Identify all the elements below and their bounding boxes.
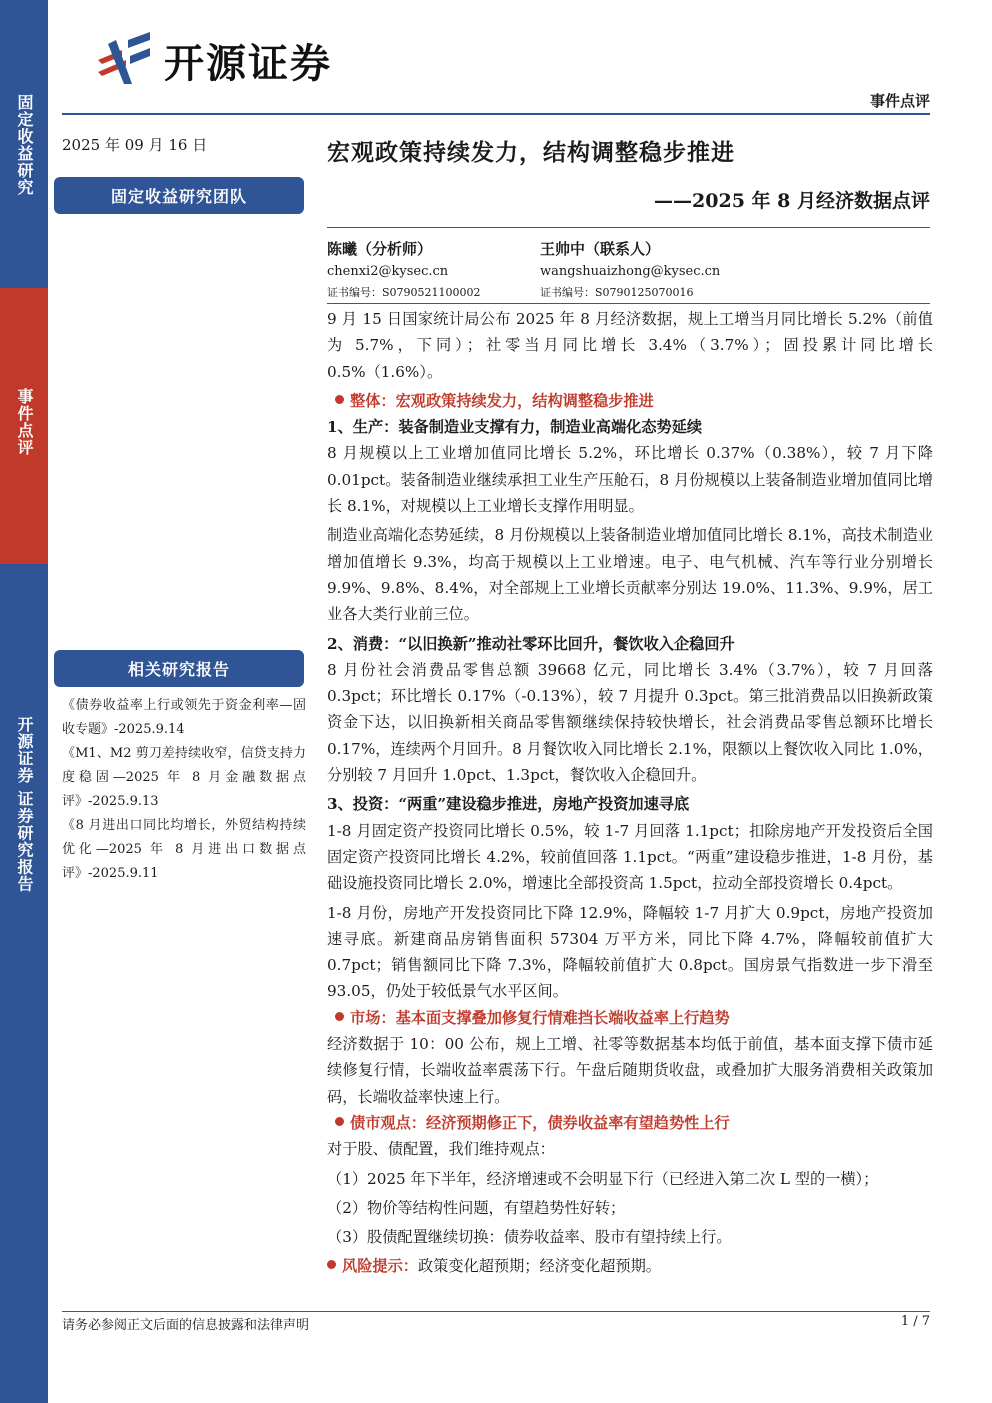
footer-disclaimer: 请务必参阅正文后面的信息披露和法律声明 (62, 1318, 310, 1333)
title-divider (327, 227, 930, 228)
author-email[interactable]: chenxi2@kysec.cn (327, 264, 449, 279)
related-reports-header: 相关研究报告 (54, 650, 304, 687)
bullet-text: 市场：基本面支撑叠加修复行情难挡长端收益率上行趋势 (350, 1008, 730, 1027)
bullet-text: 整体：宏观政策持续发力，结构调整稳步推进 (350, 391, 654, 410)
sidebar-report-type (0, 288, 48, 564)
section-heading-production: 1、生产：装备制造业支撑有力，制造业高端化态势延续 (327, 418, 703, 437)
author-card (327, 238, 547, 302)
related-reports-list (62, 694, 306, 886)
paragraph: 制造业高端化态势延续，8 月份规模以上装备制造业增加值同比增长 8.1%，高技术制造业增加值增长 9.3%，均高于规模以上工业增速。电子、电气机械、汽车等行业分别增长 9.9%、9.8%、8.4%，对全部规上工业增长贡献率分别达 19.0%、11.3%、9.9%，居工业各大类行业前三位。 (327, 526, 933, 624)
author-cert: 证书编号：S0790521100002 (327, 286, 481, 299)
section-heading-consumption: 2、消费：“以旧换新”推动社零环比回升，餐饮收入企稳回升 (327, 634, 735, 653)
bullet-text: 债市观点：经济预期修正下，债券收益率有望趋势性上行 (350, 1113, 730, 1132)
sidebar-category-label: 固定收益研究 (15, 94, 34, 196)
paragraph: 经济数据于 10：00 公布，规上工增、社零等数据基本均低于前值，基本面支撑下债市延续修复行情，长端收益率震荡下行。午盘后随期货收盘，或叠加扩大服务消费相关政策加码，长端收益率快速上行。 (327, 1035, 933, 1106)
list-item: （1）2025 年下半年，经济增速或不会明显下行（已经进入第二次 L 型的一横）； (327, 1169, 879, 1188)
bullet-text: 风险提示： (342, 1257, 418, 1276)
author-card (540, 238, 760, 302)
page-number: 1 / 7 (900, 1314, 930, 1329)
bullet-market (327, 1005, 933, 1031)
team-badge: 固定收益研究团队 (54, 177, 304, 214)
bullet-dot-icon (335, 395, 344, 404)
related-report-link[interactable]: 《债券收益率上行或领先于资金利率—固收专题》-2025.9.14 (62, 698, 306, 737)
bullet-bond-view (327, 1110, 933, 1136)
author-divider (327, 303, 930, 304)
report-type-tag: 事件点评 (869, 92, 930, 110)
report-body (327, 306, 933, 1280)
author-name: 陈曦（分析师） (327, 240, 433, 258)
bullet-risk (327, 1253, 933, 1279)
section-heading-investment: 3、投资：“两重”建设稳步推进，房地产投资加速寻底 (327, 795, 690, 814)
list-item: （3）股债配置继续切换：债券收益率、股市有望持续上行。 (327, 1228, 732, 1247)
paragraph: 1-8 月份，房地产开发投资同比下降 12.9%，降幅较 1-7 月扩大 0.9pct，房地产投资加速寻底。新建商品房销售面积 57304 万平方米，同比下降 4.7%，降幅较前值扩大 0.7pct；销售额同比下降 7.3%，降幅较前值扩大 0.8pct。国房景气指数进一步下滑至 93.05，仍处于较低景气水平区间。 (327, 903, 933, 1001)
sidebar-publisher (0, 716, 48, 936)
risk-text: 政策变化超预期；经济变化超预期。 (417, 1257, 661, 1276)
sidebar-publisher-label: 开源证券 证券研究报告 (15, 716, 34, 893)
sidebar-report-type-label: 事件点评 (15, 388, 34, 456)
author-name: 王帅中（联系人） (540, 240, 661, 258)
bullet-overall (327, 388, 933, 414)
bullet-dot-icon (335, 1012, 344, 1021)
paragraph: 1-8 月固定资产投资同比增长 0.5%，较 1-7 月回落 1.1pct；扣除房地产开发投资后全国固定资产投资同比增长 4.2%，较前值回落 1.1pct。“两重”建设稳步推进，1-8 月份，基础设施投资同比增长 2.0%，增速比全部投资高 1.5pct，拉动全部投资增长 0.4pct。 (327, 821, 933, 893)
header-divider (62, 113, 930, 115)
report-date: 2025 年 09 月 16 日 (62, 136, 208, 154)
logo-text: 开源证券 (164, 40, 332, 87)
sidebar-category (0, 94, 48, 284)
paragraph: 8 月规模以上工业增加值同比增长 5.2%，环比增长 0.37%（0.38%），较 7 月下降 0.01pct。装备制造业继续承担工业生产压舱石，8 月份规模以上装备制造业增加值同比增长 8.1%，对规模以上工业增长支撑作用明显。 (327, 444, 933, 516)
related-report-link[interactable]: 《8 月进出口同比均增长，外贸结构持续优化—2025 年 8 月进出口数据点评》-2025.9.11 (62, 818, 306, 881)
list-item: （2）物价等结构性问题，有望趋势性好转； (327, 1198, 626, 1217)
paragraph: 8 月份社会消费品零售总额 39668 亿元，同比增长 3.4%（3.7%），较 7 月回落 0.3pct；环比增长 0.17%（-0.13%），较 7 月提升 0.3pct。第三批消费品以旧换新政策资金下达，以旧换新相关商品零售额继续保持较快增长，社会消费品零售总额环比增长 0.17%，连续两个月回升。8 月餐饮收入同比增长 2.1%，限额以上餐饮收入同比 1.0%，分别较 7 月回升 1.0pct、1.3pct，餐饮收入企稳回升。 (327, 660, 933, 785)
author-email[interactable]: wangshuaizhong@kysec.cn (540, 264, 721, 279)
intro-paragraph: 9 月 15 日国家统计局公布 2025 年 8 月经济数据，规上工增当月同比增长 5.2%（前值为 5.7%，下同）；社零当月同比增长 3.4%（3.7%）；固投累计同比增长 0.5%（1.6%）。 (327, 310, 933, 381)
bullet-dot-icon (327, 1260, 336, 1269)
paragraph: 对于股、债配置，我们维持观点： (327, 1140, 555, 1159)
bullet-dot-icon (335, 1117, 344, 1126)
logo-mark-icon (92, 32, 154, 88)
report-title: 宏观政策持续发力，结构调整稳步推进 (327, 139, 735, 166)
report-subtitle: ——2025 年 8 月经济数据点评 (654, 190, 930, 212)
author-cert: 证书编号：S0790125070016 (540, 286, 694, 299)
related-report-link[interactable]: 《M1、M2 剪刀差持续收窄，信贷支持力度稳固—2025 年 8 月金融数据点评》-2025.9.13 (62, 746, 306, 809)
company-logo (92, 28, 332, 92)
footer-divider (62, 1311, 930, 1312)
